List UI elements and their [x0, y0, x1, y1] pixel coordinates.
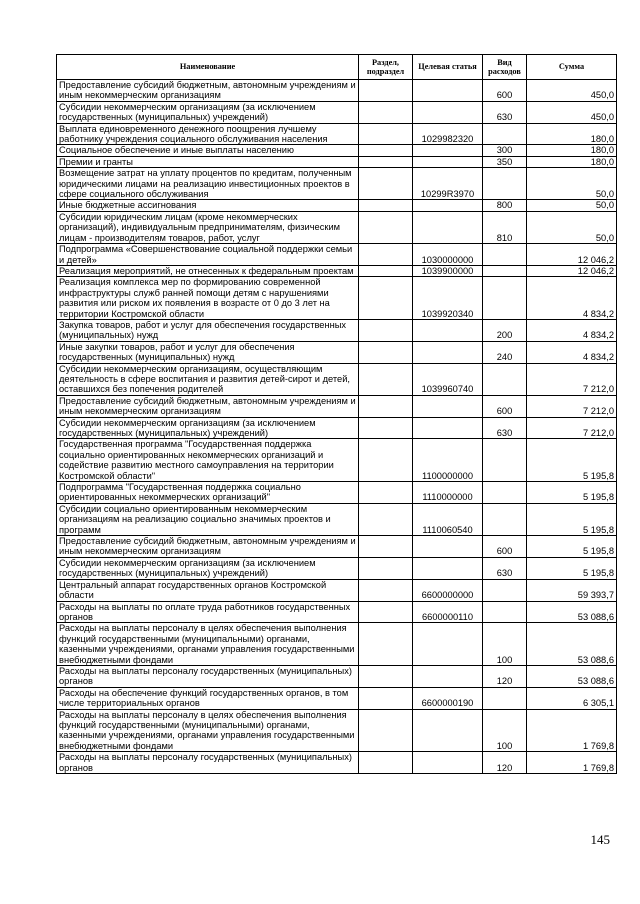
table-row [57, 101, 617, 123]
cell-kind: 350 [483, 156, 527, 167]
cell-name: Иные закупки товаров, работ и услуг для обеспечения государственных (муниципальных) нужд [57, 341, 359, 363]
cell-sum: 5 195,8 [527, 557, 617, 579]
cell-name: Субсидии юридическим лицам (кроме некоммерческих организаций), индивидуальным предпринимателям, физическим лицам - производителям товаров, работ, услуг [57, 211, 359, 243]
cell-section [359, 579, 413, 601]
cell-name: Расходы на выплаты персоналу в целях обеспечения выполнения функций государственными (муниципальными) органами, казенными учреждениями, органами управления государственными внебюджетными фондами [57, 709, 359, 752]
cell-kind: 800 [483, 200, 527, 211]
cell-kind: 120 [483, 665, 527, 687]
cell-sum: 53 088,6 [527, 623, 617, 666]
table-row [57, 319, 617, 341]
cell-sum: 450,0 [527, 80, 617, 102]
cell-kind [483, 601, 527, 623]
cell-target: 1110060540 [413, 503, 483, 535]
cell-sum: 6 305,1 [527, 687, 617, 709]
cell-sum: 59 393,7 [527, 579, 617, 601]
cell-sum: 4 834,2 [527, 319, 617, 341]
cell-name: Подпрограмма "Государственная поддержка социально ориентированных некоммерческих организаций" [57, 482, 359, 504]
cell-section [359, 265, 413, 276]
cell-kind [483, 168, 527, 200]
cell-target: 1029982320 [413, 123, 483, 145]
cell-name: Субсидии некоммерческим организациям, осуществляющим деятельность в сфере воспитания и развития детей-сирот и детей, оставшихся без попечения родителей [57, 363, 359, 395]
header-sum: Сумма [527, 55, 617, 80]
cell-name: Субсидии социально ориентированным некоммерческим организациям на реализацию социально значимых проектов и программ [57, 503, 359, 535]
table-row [57, 341, 617, 363]
cell-name: Предоставление субсидий бюджетным, автономным учреждениям и иным некоммерческим организациям [57, 536, 359, 558]
cell-target: 6600000000 [413, 579, 483, 601]
cell-section [359, 80, 413, 102]
cell-name: Реализация мероприятий, не отнесенных к федеральным проектам [57, 265, 359, 276]
table-row [57, 395, 617, 417]
cell-kind: 100 [483, 709, 527, 752]
table-body [57, 80, 617, 774]
cell-kind [483, 439, 527, 482]
cell-sum: 4 834,2 [527, 277, 617, 320]
cell-kind [483, 244, 527, 266]
cell-sum: 50,0 [527, 168, 617, 200]
cell-sum: 50,0 [527, 211, 617, 243]
cell-section [359, 503, 413, 535]
cell-kind: 600 [483, 395, 527, 417]
table-row [57, 156, 617, 167]
cell-sum: 5 195,8 [527, 503, 617, 535]
cell-kind [483, 503, 527, 535]
cell-name: Иные бюджетные ассигнования [57, 200, 359, 211]
cell-kind [483, 482, 527, 504]
cell-section [359, 395, 413, 417]
cell-sum: 450,0 [527, 101, 617, 123]
cell-sum: 53 088,6 [527, 665, 617, 687]
cell-section [359, 709, 413, 752]
cell-target: 6600000110 [413, 601, 483, 623]
cell-kind: 100 [483, 623, 527, 666]
cell-target [413, 557, 483, 579]
cell-name: Центральный аппарат государственных органов Костромской области [57, 579, 359, 601]
table-row [57, 168, 617, 200]
table-row [57, 277, 617, 320]
cell-section [359, 687, 413, 709]
table-row [57, 439, 617, 482]
cell-target [413, 536, 483, 558]
cell-target: 10299R3970 [413, 168, 483, 200]
cell-kind [483, 277, 527, 320]
cell-section [359, 536, 413, 558]
cell-section [359, 557, 413, 579]
cell-target: 1030000000 [413, 244, 483, 266]
cell-target [413, 417, 483, 439]
cell-kind: 630 [483, 417, 527, 439]
cell-sum: 1 769,8 [527, 752, 617, 774]
cell-sum: 5 195,8 [527, 439, 617, 482]
cell-kind: 300 [483, 145, 527, 156]
cell-name: Субсидии некоммерческим организациям (за исключением государственных (муниципальных) учреждений) [57, 417, 359, 439]
cell-section [359, 200, 413, 211]
table-row [57, 80, 617, 102]
cell-target: 6600000190 [413, 687, 483, 709]
cell-target: 1039900000 [413, 265, 483, 276]
cell-target [413, 200, 483, 211]
table-row [57, 665, 617, 687]
cell-section [359, 211, 413, 243]
header-kind: Вид расходов [483, 55, 527, 80]
cell-sum: 180,0 [527, 145, 617, 156]
table-row [57, 601, 617, 623]
table-row [57, 265, 617, 276]
cell-sum: 180,0 [527, 156, 617, 167]
cell-kind: 810 [483, 211, 527, 243]
table-header-row [57, 55, 617, 80]
cell-name: Государственная программа "Государственная поддержка социально ориентированных некоммерческих организаций и содействие развитию местного самоуправления на территории Костромской области" [57, 439, 359, 482]
cell-target [413, 395, 483, 417]
cell-target: 1039960740 [413, 363, 483, 395]
cell-sum: 180,0 [527, 123, 617, 145]
cell-kind [483, 687, 527, 709]
cell-name: Выплата единовременного денежного поощрения лучшему работнику учреждения социального обслуживания населения [57, 123, 359, 145]
table-row [57, 211, 617, 243]
cell-target [413, 145, 483, 156]
cell-name: Субсидии некоммерческим организациям (за исключением государственных (муниципальных) учреждений) [57, 557, 359, 579]
cell-target [413, 319, 483, 341]
cell-kind: 200 [483, 319, 527, 341]
cell-section [359, 156, 413, 167]
cell-sum: 5 195,8 [527, 482, 617, 504]
cell-sum: 50,0 [527, 200, 617, 211]
table-row [57, 623, 617, 666]
table-row [57, 200, 617, 211]
cell-section [359, 101, 413, 123]
table-row [57, 417, 617, 439]
table-row [57, 145, 617, 156]
cell-target [413, 665, 483, 687]
cell-section [359, 665, 413, 687]
cell-kind: 630 [483, 557, 527, 579]
cell-section [359, 601, 413, 623]
cell-target [413, 623, 483, 666]
table-row [57, 363, 617, 395]
cell-name: Возмещение затрат на уплату процентов по кредитам, полученным юридическими лицами на реализацию инвестиционных проектов в сфере социального обслуживания [57, 168, 359, 200]
cell-name: Премии и гранты [57, 156, 359, 167]
cell-name: Реализация комплекса мер по формированию современной инфраструктуры служб ранней помощи детям с нарушениями развития или риском их появления в возрасте от 0 до 3 лет на территории Костромской области [57, 277, 359, 320]
cell-sum: 5 195,8 [527, 536, 617, 558]
cell-kind [483, 265, 527, 276]
header-target: Целевая статья [413, 55, 483, 80]
cell-target [413, 752, 483, 774]
cell-section [359, 439, 413, 482]
cell-section [359, 623, 413, 666]
cell-kind [483, 123, 527, 145]
table-row [57, 536, 617, 558]
cell-target: 1100000000 [413, 439, 483, 482]
cell-kind: 600 [483, 536, 527, 558]
table-row [57, 709, 617, 752]
cell-sum: 7 212,0 [527, 417, 617, 439]
cell-kind: 630 [483, 101, 527, 123]
table-row [57, 503, 617, 535]
cell-sum: 12 046,2 [527, 244, 617, 266]
table-row [57, 123, 617, 145]
table-row [57, 752, 617, 774]
cell-target: 1110000000 [413, 482, 483, 504]
cell-sum: 7 212,0 [527, 363, 617, 395]
cell-section [359, 123, 413, 145]
cell-kind [483, 579, 527, 601]
cell-target [413, 211, 483, 243]
cell-section [359, 363, 413, 395]
table-row [57, 579, 617, 601]
cell-name: Закупка товаров, работ и услуг для обеспечения государственных (муниципальных) нужд [57, 319, 359, 341]
budget-table [56, 54, 617, 774]
cell-section [359, 341, 413, 363]
cell-sum: 7 212,0 [527, 395, 617, 417]
cell-sum: 4 834,2 [527, 341, 617, 363]
table-row [57, 687, 617, 709]
cell-name: Предоставление субсидий бюджетным, автономным учреждениям и иным некоммерческим организациям [57, 80, 359, 102]
cell-target: 1039920340 [413, 277, 483, 320]
cell-section [359, 277, 413, 320]
cell-sum: 1 769,8 [527, 709, 617, 752]
cell-name: Расходы на обеспечение функций государственных органов, в том числе территориальных органов [57, 687, 359, 709]
cell-target [413, 341, 483, 363]
cell-name: Социальное обеспечение и иные выплаты населению [57, 145, 359, 156]
page-number: 145 [590, 832, 610, 847]
cell-target [413, 156, 483, 167]
cell-target [413, 80, 483, 102]
cell-kind: 120 [483, 752, 527, 774]
cell-section [359, 319, 413, 341]
table-row [57, 244, 617, 266]
cell-name: Предоставление субсидий бюджетным, автономным учреждениям и иным некоммерческим организациям [57, 395, 359, 417]
table-row [57, 557, 617, 579]
cell-target [413, 101, 483, 123]
cell-section [359, 244, 413, 266]
cell-name: Расходы на выплаты персоналу государственных (муниципальных) органов [57, 665, 359, 687]
cell-section [359, 482, 413, 504]
cell-name: Расходы на выплаты персоналу в целях обеспечения выполнения функций государственными (муниципальными) органами, казенными учреждениями, органами управления государственными внебюджетными фондами [57, 623, 359, 666]
cell-section [359, 168, 413, 200]
cell-name: Расходы на выплаты по оплате труда работников государственных органов [57, 601, 359, 623]
header-section: Раздел, подраздел [359, 55, 413, 80]
cell-sum: 12 046,2 [527, 265, 617, 276]
cell-kind: 600 [483, 80, 527, 102]
cell-kind: 240 [483, 341, 527, 363]
cell-name: Субсидии некоммерческим организациям (за исключением государственных (муниципальных) учреждений) [57, 101, 359, 123]
cell-name: Подпрограмма «Совершенствование социальной поддержки семьи и детей» [57, 244, 359, 266]
cell-section [359, 417, 413, 439]
cell-section [359, 752, 413, 774]
table-row [57, 482, 617, 504]
header-name: Наименование [57, 55, 359, 80]
cell-section [359, 145, 413, 156]
cell-name: Расходы на выплаты персоналу государственных (муниципальных) органов [57, 752, 359, 774]
cell-sum: 53 088,6 [527, 601, 617, 623]
cell-target [413, 709, 483, 752]
cell-kind [483, 363, 527, 395]
